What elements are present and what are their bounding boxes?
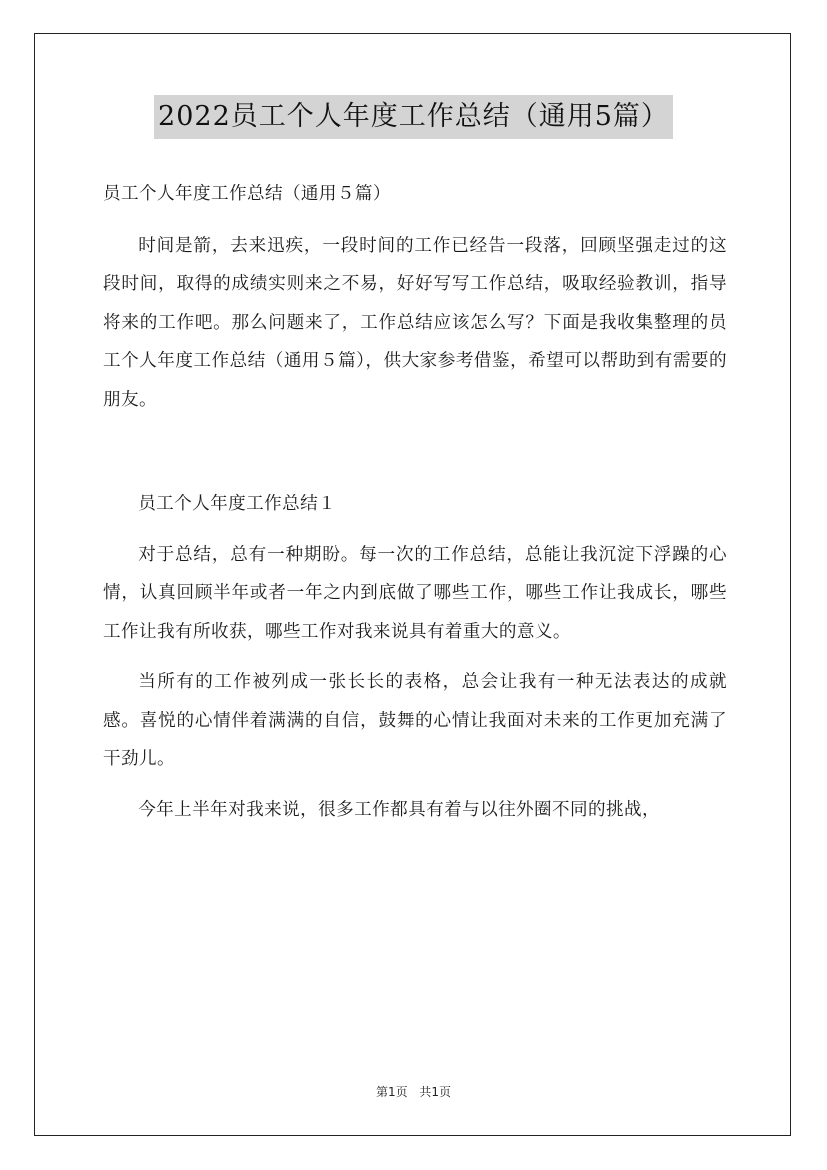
section-paragraph-3: 今年上半年对我来说，很多工作都具有着与以往外圈不同的挑战， [138, 799, 661, 820]
page-footer [0, 1083, 827, 1100]
document-subtitle: 员工个人年度工作总结（通用５篇） [103, 184, 391, 204]
section-paragraph-1: 对于总结，总有一种期盼。每一次的工作总结，总能让我沉淀下浮躁的心情，认真回顾半年或者一年之内到底做了哪些工作，哪些工作让我成长，哪些工作让我有所收获，哪些工作对我来说具有着重大的意义。 [103, 544, 727, 642]
document-title: 2022员工个人年度工作总结（通用5篇） [154, 95, 673, 139]
page-number-current: 第1页 [375, 1085, 408, 1099]
intro-paragraph: 时间是箭，去来迅疾，一段时间的工作已经告一段落，回顾坚强走过的这段时间，取得的成绩实则来之不易，好好写写工作总结，吸取经验教训，指导将来的工作吧。那么问题来了，工作总结应该怎么写？下面是我收集整理的员工个人年度工作总结（通用５篇），供大家参考借鉴，希望可以帮助到有需要的朋友。 [103, 235, 727, 410]
section-heading: 员工个人年度工作总结１ [138, 494, 337, 514]
section-paragraph-2: 当所有的工作被列成一张长长的表格，总会让我有一种无法表达的成就感。喜悦的心情伴着满满的自信，鼓舞的心情让我面对未来的工作更加充满了干劲儿。 [103, 672, 727, 769]
title-container [0, 95, 827, 139]
page-number-total: 共1页 [419, 1085, 452, 1099]
document-body [103, 175, 727, 841]
